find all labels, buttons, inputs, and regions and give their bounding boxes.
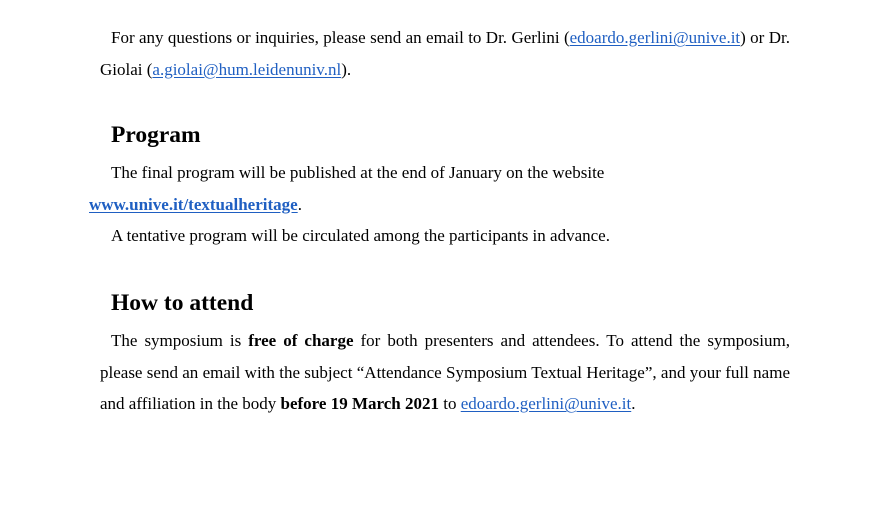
email-link-gerlini[interactable]: edoardo.gerlini@unive.it [569,28,741,47]
program-paragraph [89,157,790,220]
deadline-bold: before 19 March 2021 [280,394,439,413]
website-link[interactable]: www.unive.it/textualheritage [89,194,298,214]
contact-paragraph [100,22,790,85]
attend-heading: How to attend [111,290,254,316]
attend-section [100,288,790,420]
contact-text-middle: ) or Dr. Giolai ( [100,28,790,79]
attend-text-2: for both presenters and attendees. To attend the symposium, please send an email with the subject “Attendance Symposium Textual Heritage”, and your full name and affiliation in the body [100,331,790,413]
program-text-before: The final program will be published at the end of January on the website [111,163,605,182]
email-link-giolai[interactable]: a.giolai@hum.leidenuniv.nl [152,59,342,79]
attend-text-1: The symposium is [111,331,249,350]
program-text-after: . [297,194,302,214]
program-heading: Program [111,122,201,148]
attend-text-3: to [439,394,461,413]
attend-paragraph [100,325,790,420]
contact-text-before: For any questions or inquiries, please send an email to Dr. Gerlini ( [111,28,570,47]
program-tentative-paragraph: A tentative program will be circulated among the participants in advance. [111,226,610,245]
attend-text-4: . [631,394,636,413]
contact-section [100,22,790,85]
contact-text-after: ). [341,59,352,79]
program-section [89,120,790,252]
email-link-attend[interactable]: edoardo.gerlini@unive.it [460,394,632,413]
free-of-charge-bold: free of charge [248,331,354,350]
